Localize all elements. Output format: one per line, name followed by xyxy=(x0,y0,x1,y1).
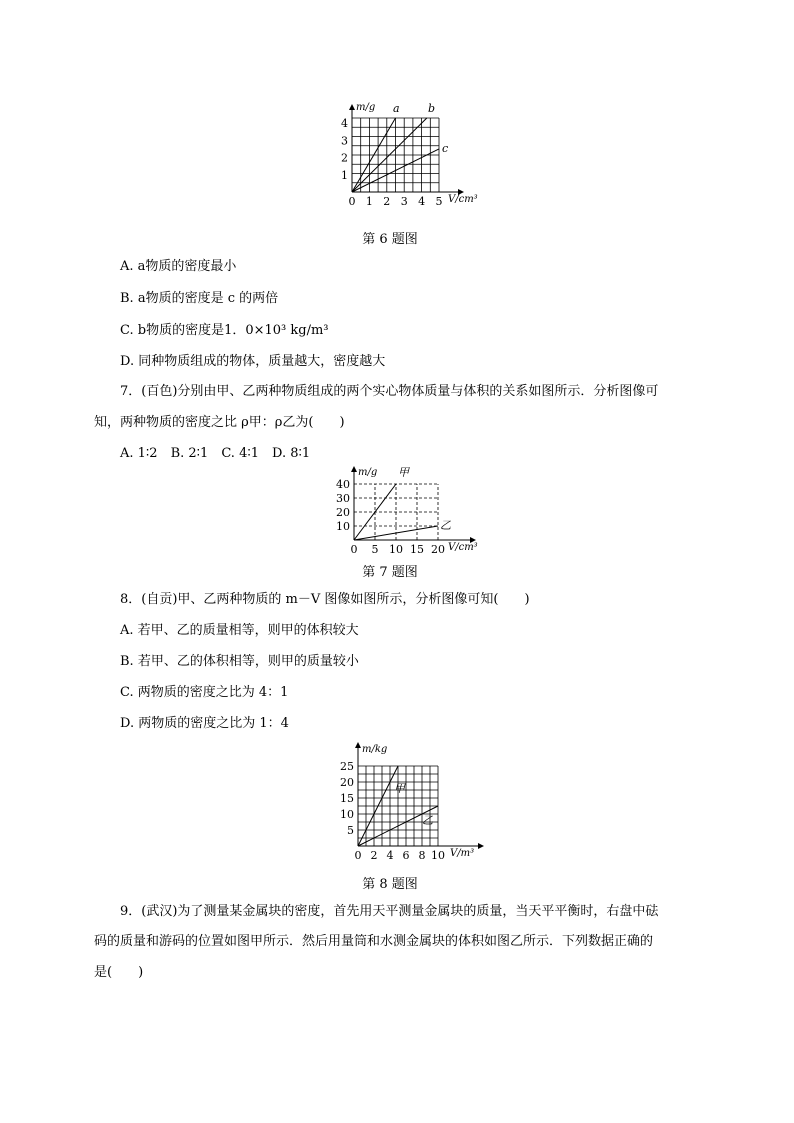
x-tick-label: 15 xyxy=(410,543,424,556)
q6-option-b: B. a物质的密度是 c 的两倍 xyxy=(120,291,279,306)
figure-6-chart xyxy=(330,100,490,215)
q9-stem-line3: 是( ) xyxy=(94,965,144,980)
x-tick-label: 10 xyxy=(389,543,403,556)
q9-stem-line2: 码的质量和游码的位置如图甲所示．然后用量筒和水测金属块的体积如图乙所示．下列数据正确的 xyxy=(94,934,654,949)
figure-6-caption: 第 6 题图 xyxy=(362,232,418,247)
y-tick-label: 1 xyxy=(341,168,348,182)
series-label: c xyxy=(442,142,449,155)
y-tick-label: 4 xyxy=(341,117,348,131)
x-tick-label: 10 xyxy=(431,849,445,862)
x-tick-label: 5 xyxy=(435,195,443,208)
figure-8-caption: 第 8 题图 xyxy=(362,877,418,892)
q7-options: A. 1∶2 B. 2∶1 C. 4∶1 D. 8∶1 xyxy=(120,446,311,461)
x-tick-label: 1 xyxy=(365,195,373,208)
q6-option-a: A. a物质的密度最小 xyxy=(120,259,237,274)
x-axis-label: V/cm³ xyxy=(448,194,478,205)
q8-option-d: D. 两物质的密度之比为 1：4 xyxy=(120,716,289,731)
x-tick-label: 2 xyxy=(383,195,391,208)
y-axis-label: m/kg xyxy=(362,744,388,755)
q8-option-c: C. 两物质的密度之比为 4：1 xyxy=(120,685,289,700)
y-tick-label: 15 xyxy=(340,792,354,805)
x-tick-label: 0 xyxy=(350,543,358,556)
y-tick-label: 20 xyxy=(340,776,354,789)
y-tick-label: 3 xyxy=(341,134,348,148)
x-tick-label: 4 xyxy=(418,195,426,208)
series-label: 甲 xyxy=(398,466,409,479)
x-tick-label: 5 xyxy=(371,543,379,556)
series-label: 乙 xyxy=(440,519,451,532)
y-axis-label: m/g xyxy=(358,467,378,478)
y-tick-label: 30 xyxy=(336,492,350,505)
y-tick-label: 25 xyxy=(340,760,354,773)
x-tick-label: 6 xyxy=(402,849,410,862)
series-label: b xyxy=(428,102,436,115)
x-tick-label: 0 xyxy=(354,849,362,862)
y-tick-label: 20 xyxy=(336,506,350,519)
x-tick-label: 20 xyxy=(431,543,445,556)
q7-stem-line2: 知，两种物质的密度之比 ρ甲：ρ乙为( ) xyxy=(94,415,345,430)
q8-option-a: A. 若甲、乙的质量相等，则甲的体积较大 xyxy=(120,623,359,638)
series-label: 甲 xyxy=(394,782,405,795)
series-label: a xyxy=(393,102,400,115)
q8-stem: 8．(自贡)甲、乙两种物质的 m－V 图像如图所示，分析图像可知( ) xyxy=(120,592,530,607)
y-axis-label: m/g xyxy=(356,102,376,113)
figure-7-caption: 第 7 题图 xyxy=(362,565,418,580)
q6-option-c: C. b物质的密度是1．0×10³ kg/m³ xyxy=(120,323,329,338)
x-tick-label: 4 xyxy=(386,849,394,862)
x-axis-label: V/cm³ xyxy=(448,542,478,553)
figure-7-chart xyxy=(330,466,490,556)
q6-option-d: D. 同种物质组成的物体，质量越大，密度越大 xyxy=(120,354,386,369)
x-axis-label: V/m³ xyxy=(450,848,475,859)
q7-stem-line1: 7．(百色)分别由甲、乙两种物质组成的两个实心物体质量与体积的关系如图所示．分析图像可 xyxy=(120,384,659,399)
figure-8-chart xyxy=(330,740,490,865)
q9-stem-line1: 9．(武汉)为了测量某金属块的密度，首先用天平测量金属块的质量，当天平平衡时，右盘中砝 xyxy=(120,904,659,919)
y-tick-label: 10 xyxy=(336,520,350,533)
x-tick-label: 0 xyxy=(348,195,356,208)
x-tick-label: 3 xyxy=(400,195,408,208)
x-tick-label: 8 xyxy=(418,849,426,862)
y-tick-label: 5 xyxy=(347,824,354,837)
y-tick-label: 2 xyxy=(341,151,348,165)
x-tick-label: 2 xyxy=(370,849,378,862)
series-label: 乙 xyxy=(422,814,433,827)
y-tick-label: 10 xyxy=(340,808,354,821)
q8-option-b: B. 若甲、乙的体积相等，则甲的质量较小 xyxy=(120,654,359,669)
y-tick-label: 40 xyxy=(336,478,350,491)
